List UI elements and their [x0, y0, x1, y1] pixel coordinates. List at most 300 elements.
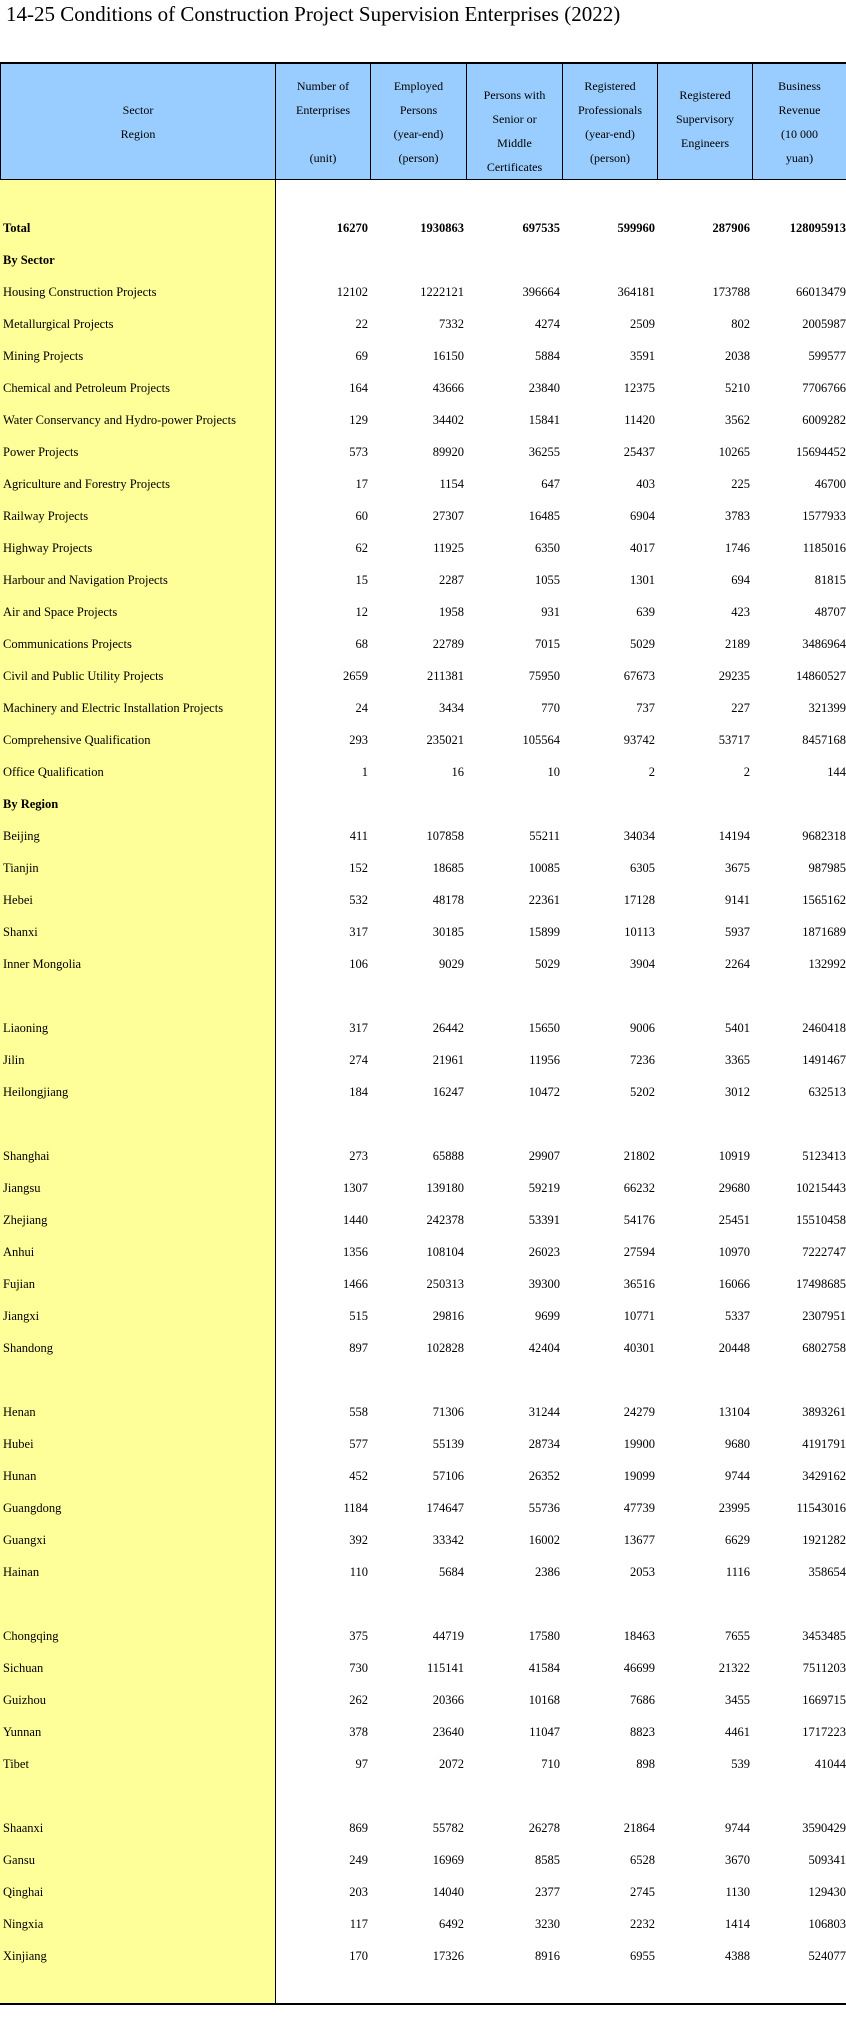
row-value: 129 [349, 413, 368, 427]
row-value: 10085 [528, 861, 560, 875]
row-label: Shanxi [3, 925, 38, 939]
row-label: Hebei [3, 893, 33, 907]
row-value: 7236 [630, 1053, 655, 1067]
row-value: 62 [355, 541, 368, 555]
table-row [0, 1940, 846, 1972]
row-label: By Sector [3, 253, 55, 267]
row-value: 225 [731, 477, 750, 491]
row-label: Harbour and Navigation Projects [3, 573, 168, 587]
row-value: 5123413 [802, 1149, 846, 1163]
row-value: 5401 [725, 1021, 750, 1035]
row-value: 17498685 [796, 1277, 846, 1291]
row-value: 452 [349, 1469, 368, 1483]
table-row [0, 660, 846, 692]
row-value: 423 [731, 605, 750, 619]
header-registered [563, 64, 658, 180]
row-value: 110 [349, 1565, 368, 1579]
row-label: Guizhou [3, 1693, 47, 1707]
table-row [0, 1268, 846, 1300]
row-value: 4461 [725, 1725, 750, 1739]
table-row [0, 948, 846, 980]
row-value: 60 [355, 509, 368, 523]
row-value: 14040 [432, 1885, 464, 1899]
row-value: 6492 [439, 1917, 464, 1931]
table-row [0, 1684, 846, 1716]
row-value: 2460418 [802, 1021, 846, 1035]
row-value: 11925 [433, 541, 464, 555]
row-value: 227 [731, 701, 750, 715]
row-label: Water Conservancy and Hydro-power Projects [3, 413, 236, 427]
row-value: 211381 [426, 669, 464, 683]
row-value: 321399 [808, 701, 846, 715]
table-row [0, 1524, 846, 1556]
row-value: 5029 [630, 637, 655, 651]
row-value: 164 [349, 381, 368, 395]
header-text: Business [778, 78, 821, 93]
row-value: 41584 [528, 1661, 560, 1675]
row-value: 170 [349, 1949, 368, 1963]
row-value: 57106 [432, 1469, 464, 1483]
row-value: 1 [361, 765, 368, 779]
row-label: Guangdong [3, 1501, 62, 1515]
row-value: 1307 [343, 1181, 368, 1195]
table-row [0, 916, 846, 948]
row-value: 24279 [623, 1405, 655, 1419]
table-row [0, 372, 846, 404]
row-value: 53391 [528, 1213, 560, 1227]
row-value: 694 [731, 573, 750, 587]
table-row [0, 788, 846, 820]
row-value: 30185 [432, 925, 464, 939]
row-label: Jiangxi [3, 1309, 40, 1323]
row-value: 20366 [432, 1693, 464, 1707]
row-value: 33342 [432, 1533, 464, 1547]
row-value: 3904 [630, 957, 655, 971]
row-value: 12 [355, 605, 368, 619]
row-value: 632513 [808, 1085, 846, 1099]
row-value: 47739 [623, 1501, 655, 1515]
row-value: 1958 [439, 605, 464, 619]
row-value: 16247 [432, 1085, 464, 1099]
row-value: 3562 [725, 413, 750, 427]
row-value: 3590429 [802, 1821, 846, 1835]
row-value: 24 [355, 701, 368, 715]
row-label: Jiangsu [3, 1181, 41, 1195]
header-text: Employed [393, 78, 444, 93]
row-value: 106 [349, 957, 368, 971]
table-row [0, 756, 846, 788]
row-value: 1356 [343, 1245, 368, 1259]
row-value: 6350 [535, 541, 560, 555]
row-label: Hainan [3, 1565, 40, 1579]
header-employed [371, 64, 467, 180]
row-value: 29680 [718, 1181, 750, 1195]
row-value: 11420 [624, 413, 655, 427]
row-value: 93742 [623, 733, 655, 747]
table-row [0, 1172, 846, 1204]
row-value: 4388 [725, 1949, 750, 1963]
table-row [0, 532, 846, 564]
row-value: 987985 [808, 861, 846, 875]
row-value: 10265 [718, 445, 750, 459]
row-value: 1577933 [802, 509, 846, 523]
header-text: (10 000 [781, 126, 818, 141]
row-value: 29907 [528, 1149, 560, 1163]
row-value: 2072 [439, 1757, 464, 1771]
row-value: 6904 [630, 509, 655, 523]
row-value: 89920 [432, 445, 464, 459]
header-text: (unit) [309, 150, 337, 165]
row-value: 317 [349, 925, 368, 939]
row-value: 931 [541, 605, 560, 619]
header-spacer [276, 122, 370, 146]
table-row [0, 980, 846, 1012]
header-text: Persons [399, 102, 438, 117]
row-value: 68 [355, 637, 368, 651]
row-value: 12102 [336, 285, 368, 299]
row-value: 274 [349, 1053, 368, 1067]
row-value: 235021 [426, 733, 464, 747]
row-label: Comprehensive Qualification [3, 733, 151, 747]
row-value: 20448 [718, 1341, 750, 1355]
row-label: Anhui [3, 1245, 35, 1259]
row-value: 105564 [522, 733, 560, 747]
row-value: 67673 [623, 669, 655, 683]
row-value: 10970 [718, 1245, 750, 1259]
row-value: 26023 [528, 1245, 560, 1259]
row-value: 129430 [808, 1885, 846, 1899]
row-value: 5029 [535, 957, 560, 971]
row-value: 599960 [617, 221, 655, 235]
table-row [0, 1076, 846, 1108]
row-value: 897 [349, 1341, 368, 1355]
row-value: 203 [349, 1885, 368, 1899]
row-value: 1055 [535, 573, 560, 587]
row-value: 6528 [630, 1853, 655, 1867]
row-value: 9029 [439, 957, 464, 971]
row-value: 2377 [535, 1885, 560, 1899]
row-value: 59219 [528, 1181, 560, 1195]
row-value: 54176 [623, 1213, 655, 1227]
table-row [0, 1204, 846, 1236]
row-value: 2 [743, 765, 750, 779]
row-label: Liaoning [3, 1021, 49, 1035]
header-revenue [753, 64, 846, 180]
row-label: Guangxi [3, 1533, 47, 1547]
row-value: 14194 [718, 829, 750, 843]
table-row [0, 1844, 846, 1876]
row-value: 1565162 [802, 893, 846, 907]
row-value: 730 [349, 1661, 368, 1675]
data-table-body [0, 212, 846, 1972]
row-value: 802 [731, 317, 750, 331]
row-value: 7015 [535, 637, 560, 651]
header-text: Middle [497, 136, 532, 150]
row-value: 4017 [630, 541, 655, 555]
row-label: Sichuan [3, 1661, 44, 1675]
row-value: 5937 [725, 925, 750, 939]
row-value: 81815 [814, 573, 846, 587]
row-value: 2287 [439, 573, 464, 587]
row-value: 15 [355, 573, 368, 587]
row-value: 66013479 [796, 285, 846, 299]
row-value: 1717223 [802, 1725, 846, 1739]
row-value: 16002 [528, 1533, 560, 1547]
row-value: 1185016 [802, 541, 846, 555]
table-row [0, 884, 846, 916]
row-value: 184 [349, 1085, 368, 1099]
table-row [0, 1300, 846, 1332]
row-value: 34034 [623, 829, 655, 843]
header-text: Supervisory [676, 112, 734, 126]
header-text: Engineers [681, 136, 729, 150]
row-value: 287906 [712, 221, 750, 235]
row-value: 4274 [535, 317, 560, 331]
row-value: 293 [349, 733, 368, 747]
row-value: 13104 [718, 1405, 750, 1419]
table-row [0, 1428, 846, 1460]
row-value: 869 [349, 1821, 368, 1835]
row-value: 1930863 [420, 221, 464, 235]
row-label: Ningxia [3, 1917, 44, 1931]
row-value: 9141 [725, 893, 750, 907]
header-senior [467, 64, 563, 180]
row-value: 18685 [432, 861, 464, 875]
row-value: 55139 [432, 1437, 464, 1451]
row-value: 5202 [630, 1085, 655, 1099]
table-row [0, 1140, 846, 1172]
row-value: 55736 [528, 1501, 560, 1515]
row-value: 48707 [814, 605, 846, 619]
table-row [0, 1108, 846, 1140]
row-label: Total [3, 221, 31, 235]
row-value: 2307951 [802, 1309, 846, 1323]
row-value: 15510458 [796, 1213, 846, 1227]
row-value: 5210 [725, 381, 750, 395]
row-label: Shanghai [3, 1149, 50, 1163]
row-value: 144 [827, 765, 846, 779]
row-value: 17580 [528, 1629, 560, 1643]
table-row [0, 1236, 846, 1268]
row-value: 10919 [718, 1149, 750, 1163]
row-label: Chongqing [3, 1629, 59, 1643]
row-value: 697535 [522, 221, 560, 235]
row-value: 1440 [343, 1213, 368, 1227]
row-value: 21961 [432, 1053, 464, 1067]
table-row [0, 692, 846, 724]
row-value: 6009282 [802, 413, 846, 427]
row-value: 16150 [432, 349, 464, 363]
row-value: 48178 [432, 893, 464, 907]
row-value: 647 [541, 477, 560, 491]
row-value: 12375 [623, 381, 655, 395]
row-value: 9744 [725, 1469, 750, 1483]
row-label: Power Projects [3, 445, 79, 459]
row-value: 639 [636, 605, 655, 619]
row-value: 42404 [528, 1341, 560, 1355]
row-value: 8457168 [802, 733, 846, 747]
row-value: 3453485 [802, 1629, 846, 1643]
row-label: Railway Projects [3, 509, 89, 523]
header-text: Revenue [778, 102, 821, 117]
row-value: 22789 [432, 637, 464, 651]
header-supervisory [658, 64, 753, 180]
row-label: Hubei [3, 1437, 34, 1451]
row-value: 898 [636, 1757, 655, 1771]
row-value: 23995 [718, 1501, 750, 1515]
row-value: 524077 [808, 1949, 846, 1963]
table-row [0, 308, 846, 340]
row-value: 358654 [808, 1565, 846, 1579]
row-value: 532 [349, 893, 368, 907]
row-value: 39300 [528, 1277, 560, 1291]
row-value: 22361 [528, 893, 560, 907]
row-value: 392 [349, 1533, 368, 1547]
table-row [0, 628, 846, 660]
row-value: 9006 [630, 1021, 655, 1035]
row-value: 13677 [623, 1533, 655, 1547]
row-value: 2509 [630, 317, 655, 331]
row-label: Beijing [3, 829, 40, 843]
row-value: 18463 [623, 1629, 655, 1643]
row-label: Fujian [3, 1277, 35, 1291]
column-header [0, 63, 846, 180]
row-value: 6629 [725, 1533, 750, 1547]
row-value: 9680 [725, 1437, 750, 1451]
header-enterprises [276, 64, 371, 180]
row-value: 242378 [426, 1213, 464, 1227]
row-value: 15841 [528, 413, 560, 427]
row-value: 3591 [630, 349, 655, 363]
row-label: Machinery and Electric Installation Projects [3, 701, 224, 715]
page-title: 14-25 Conditions of Construction Project Supervision Enterprises (2022) [6, 2, 621, 26]
row-value: 2264 [725, 957, 750, 971]
row-value: 106803 [808, 1917, 846, 1931]
row-value: 36516 [623, 1277, 655, 1291]
row-value: 21802 [623, 1149, 655, 1163]
row-value: 2189 [725, 637, 750, 651]
row-value: 364181 [617, 285, 655, 299]
row-label: Henan [3, 1405, 36, 1419]
row-value: 249 [349, 1853, 368, 1867]
row-value: 15694452 [796, 445, 846, 459]
table-bottom-rule [0, 2003, 846, 2005]
row-value: 1921282 [802, 1533, 846, 1547]
row-value: 250313 [426, 1277, 464, 1291]
row-value: 2745 [630, 1885, 655, 1899]
row-value: 1301 [630, 573, 655, 587]
row-label: Air and Space Projects [3, 605, 118, 619]
header-sector-label: Sector [122, 102, 154, 117]
row-value: 107858 [426, 829, 464, 843]
row-value: 5684 [439, 1565, 464, 1579]
row-value: 17326 [432, 1949, 464, 1963]
row-value: 21864 [623, 1821, 655, 1835]
row-value: 46700 [814, 477, 846, 491]
row-value: 378 [349, 1725, 368, 1739]
row-value: 10771 [623, 1309, 655, 1323]
row-value: 31244 [528, 1405, 560, 1419]
row-label: Housing Construction Projects [3, 285, 157, 299]
row-value: 9682318 [802, 829, 846, 843]
row-value: 262 [349, 1693, 368, 1707]
row-value: 7706766 [802, 381, 846, 395]
row-value: 152 [349, 861, 368, 875]
row-value: 16485 [528, 509, 560, 523]
row-value: 3230 [535, 1917, 560, 1931]
row-label: Communications Projects [3, 637, 132, 651]
row-value: 7686 [630, 1693, 655, 1707]
table-row [0, 596, 846, 628]
row-label: Shandong [3, 1341, 53, 1355]
row-value: 2038 [725, 349, 750, 363]
row-value: 173788 [712, 285, 750, 299]
table-row [0, 1716, 846, 1748]
row-value: 11543016 [796, 1501, 846, 1515]
table-row [0, 468, 846, 500]
row-value: 770 [541, 701, 560, 715]
row-value: 2659 [343, 669, 368, 683]
header-text: Number of [296, 78, 350, 93]
table-row [0, 1876, 846, 1908]
row-value: 2005987 [802, 317, 846, 331]
row-value: 23640 [432, 1725, 464, 1739]
row-label: Agriculture and Forestry Projects [3, 477, 170, 491]
header-text: Persons with [483, 88, 546, 102]
row-value: 3434 [439, 701, 464, 715]
row-value: 21322 [718, 1661, 750, 1675]
row-value: 44719 [432, 1629, 464, 1643]
row-value: 27594 [623, 1245, 655, 1259]
header-region-label: Region [120, 126, 156, 141]
row-value: 14860527 [796, 669, 846, 683]
table-row [0, 1396, 846, 1428]
row-value: 8916 [535, 1949, 560, 1963]
row-value: 19900 [623, 1437, 655, 1451]
row-value: 102828 [426, 1341, 464, 1355]
row-value: 15650 [528, 1021, 560, 1035]
table-row [0, 1332, 846, 1364]
row-value: 3675 [725, 861, 750, 875]
row-value: 8585 [535, 1853, 560, 1867]
row-value: 17 [355, 477, 368, 491]
row-value: 1116 [725, 1565, 750, 1579]
row-value: 7222747 [802, 1245, 846, 1259]
row-value: 16969 [432, 1853, 464, 1867]
row-value: 46699 [623, 1661, 655, 1675]
row-value: 273 [349, 1149, 368, 1163]
row-value: 19099 [623, 1469, 655, 1483]
row-value: 25451 [718, 1213, 750, 1227]
row-value: 1130 [725, 1885, 750, 1899]
row-value: 539 [731, 1757, 750, 1771]
row-value: 117 [349, 1917, 368, 1931]
table-row [0, 1364, 846, 1396]
table-row [0, 820, 846, 852]
table-row [0, 1620, 846, 1652]
row-value: 55782 [432, 1821, 464, 1835]
row-value: 11956 [529, 1053, 560, 1067]
header-text: Certificates [486, 160, 543, 174]
row-value: 396664 [522, 285, 560, 299]
table-row [0, 1556, 846, 1588]
row-value: 1154 [439, 477, 464, 491]
row-label: Hunan [3, 1469, 37, 1483]
row-value: 317 [349, 1021, 368, 1035]
header-text: Professionals [578, 102, 642, 117]
table-row [0, 212, 846, 244]
row-value: 3893261 [802, 1405, 846, 1419]
